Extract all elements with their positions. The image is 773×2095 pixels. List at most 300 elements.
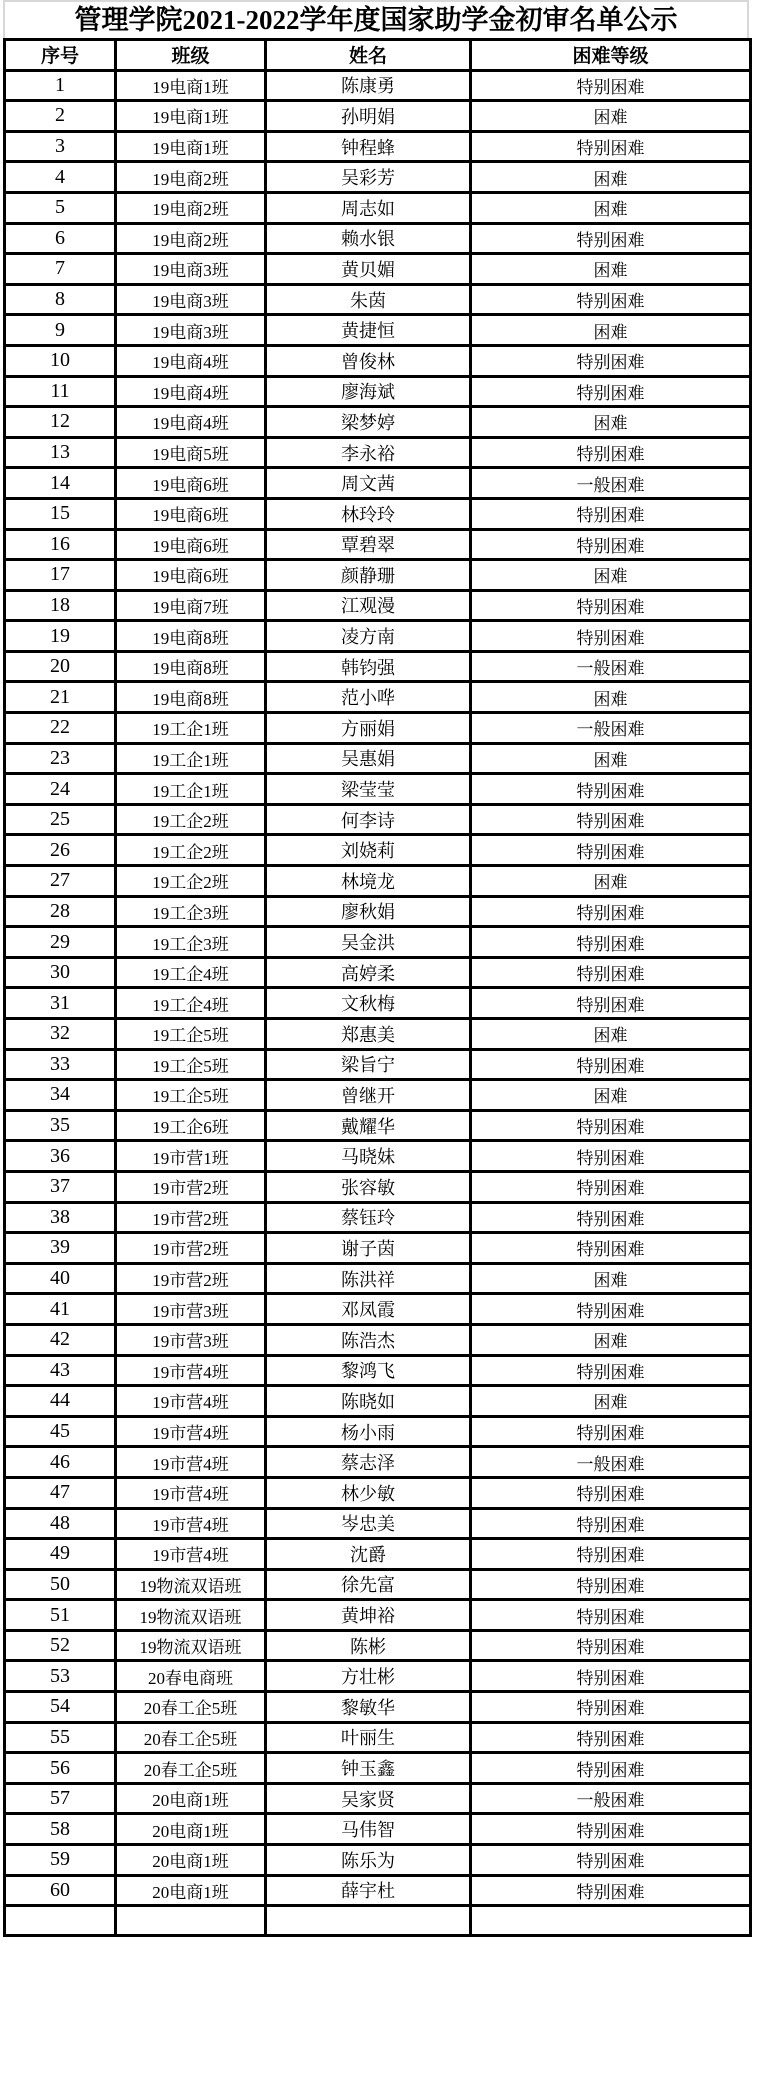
partial-next-row (5, 1906, 751, 1936)
row-number-cell: 16 (5, 529, 116, 560)
row-name-cell: 梁梦婷 (266, 407, 471, 438)
row-number-cell: 9 (5, 315, 116, 346)
table-row (5, 1630, 751, 1661)
row-number-cell: 54 (5, 1692, 116, 1723)
row-class-cell: 19工企3班 (116, 927, 266, 958)
row-difficulty-cell: 特别困难 (471, 1875, 751, 1906)
row-class-cell: 19电商1班 (116, 131, 266, 162)
row-difficulty-cell: 特别困难 (471, 1539, 751, 1570)
row-name-cell: 蔡钰玲 (266, 1202, 471, 1233)
row-class-cell: 20电商1班 (116, 1783, 266, 1814)
row-name-cell: 陈乐为 (266, 1845, 471, 1876)
row-class-cell: 19电商5班 (116, 437, 266, 468)
row-number-cell: 55 (5, 1722, 116, 1753)
table-row (5, 1845, 751, 1876)
row-class-cell: 19电商3班 (116, 254, 266, 285)
row-difficulty-cell: 特别困难 (471, 621, 751, 652)
row-difficulty-cell: 特别困难 (471, 1416, 751, 1447)
row-name-cell (266, 1906, 471, 1936)
table-row (5, 1049, 751, 1080)
row-number-cell: 43 (5, 1355, 116, 1386)
row-name-cell: 廖海斌 (266, 376, 471, 407)
table-row (5, 774, 751, 805)
row-name-cell: 戴耀华 (266, 1110, 471, 1141)
row-class-cell: 20春工企5班 (116, 1722, 266, 1753)
row-difficulty-cell: 困难 (471, 101, 751, 132)
row-class-cell: 19电商4班 (116, 345, 266, 376)
table-row (5, 498, 751, 529)
table-row (5, 1202, 751, 1233)
row-number-cell: 49 (5, 1539, 116, 1570)
row-difficulty-cell: 一般困难 (471, 713, 751, 744)
row-name-cell: 文秋梅 (266, 988, 471, 1019)
table-row (5, 560, 751, 591)
row-name-cell: 高婷柔 (266, 957, 471, 988)
row-difficulty-cell: 困难 (471, 315, 751, 346)
row-difficulty-cell: 特别困难 (471, 927, 751, 958)
row-number-cell: 32 (5, 1019, 116, 1050)
table-row (5, 1324, 751, 1355)
row-difficulty-cell: 特别困难 (471, 131, 751, 162)
row-class-cell: 19工企5班 (116, 1080, 266, 1111)
row-class-cell: 19市营2班 (116, 1171, 266, 1202)
row-name-cell: 陈晓如 (266, 1386, 471, 1417)
row-difficulty-cell: 困难 (471, 162, 751, 193)
row-number-cell: 53 (5, 1661, 116, 1692)
row-class-cell: 20春工企5班 (116, 1692, 266, 1723)
row-difficulty-cell: 特别困难 (471, 988, 751, 1019)
row-name-cell: 凌方南 (266, 621, 471, 652)
row-difficulty-cell: 特别困难 (471, 345, 751, 376)
row-difficulty-cell: 特别困难 (471, 437, 751, 468)
table-row (5, 1814, 751, 1845)
table-row (5, 407, 751, 438)
row-difficulty-cell: 特别困难 (471, 376, 751, 407)
row-class-cell: 19市营4班 (116, 1386, 266, 1417)
row-name-cell: 吴彩芳 (266, 162, 471, 193)
table-row (5, 315, 751, 346)
row-difficulty-cell: 困难 (471, 560, 751, 591)
row-name-cell: 林少敏 (266, 1477, 471, 1508)
row-name-cell: 蔡志泽 (266, 1447, 471, 1478)
row-number-cell: 25 (5, 804, 116, 835)
row-name-cell: 林玲玲 (266, 498, 471, 529)
row-number-cell: 22 (5, 713, 116, 744)
row-class-cell: 19电商6班 (116, 560, 266, 591)
row-number-cell: 13 (5, 437, 116, 468)
row-name-cell: 廖秋娟 (266, 896, 471, 927)
row-difficulty-cell: 一般困难 (471, 1447, 751, 1478)
table-row (5, 804, 751, 835)
row-number-cell: 37 (5, 1171, 116, 1202)
row-name-cell: 方丽娟 (266, 713, 471, 744)
row-name-cell: 梁莹莹 (266, 774, 471, 805)
table-row (5, 743, 751, 774)
row-name-cell: 李永裕 (266, 437, 471, 468)
row-class-cell: 19物流双语班 (116, 1630, 266, 1661)
table-row (5, 192, 751, 223)
row-name-cell: 吴家贤 (266, 1783, 471, 1814)
table-row (5, 1355, 751, 1386)
row-number-cell: 19 (5, 621, 116, 652)
row-class-cell: 19电商3班 (116, 315, 266, 346)
row-number-cell: 6 (5, 223, 116, 254)
row-name-cell: 吴金洪 (266, 927, 471, 958)
row-class-cell: 19电商3班 (116, 284, 266, 315)
row-difficulty-cell: 特别困难 (471, 284, 751, 315)
row-name-cell: 方壮彬 (266, 1661, 471, 1692)
row-number-cell: 34 (5, 1080, 116, 1111)
table-row (5, 1080, 751, 1111)
row-difficulty-cell: 一般困难 (471, 651, 751, 682)
row-name-cell: 岑忠美 (266, 1508, 471, 1539)
row-name-cell: 颜静珊 (266, 560, 471, 591)
row-difficulty-cell: 特别困难 (471, 1722, 751, 1753)
table-row (5, 1019, 751, 1050)
row-class-cell: 19市营1班 (116, 1141, 266, 1172)
row-number-cell: 57 (5, 1783, 116, 1814)
row-number-cell: 4 (5, 162, 116, 193)
row-class-cell: 19市营2班 (116, 1202, 266, 1233)
table-row (5, 70, 751, 101)
row-difficulty-cell: 困难 (471, 407, 751, 438)
table-row (5, 254, 751, 285)
row-class-cell: 20电商1班 (116, 1814, 266, 1845)
row-difficulty-cell: 特别困难 (471, 1508, 751, 1539)
row-name-cell: 曾继开 (266, 1080, 471, 1111)
table-row (5, 1539, 751, 1570)
row-name-cell: 薛宇杜 (266, 1875, 471, 1906)
row-difficulty-cell: 困难 (471, 1080, 751, 1111)
table-row (5, 1263, 751, 1294)
row-name-cell: 周文茜 (266, 468, 471, 499)
row-name-cell: 覃碧翠 (266, 529, 471, 560)
row-difficulty-cell: 特别困难 (471, 1171, 751, 1202)
row-number-cell: 11 (5, 376, 116, 407)
row-number-cell: 48 (5, 1508, 116, 1539)
row-difficulty-cell: 特别困难 (471, 1814, 751, 1845)
row-name-cell: 刘娆莉 (266, 835, 471, 866)
row-number-cell: 2 (5, 101, 116, 132)
row-difficulty-cell: 特别困难 (471, 1477, 751, 1508)
row-class-cell: 19工企6班 (116, 1110, 266, 1141)
table-row (5, 621, 751, 652)
row-name-cell: 吴惠娟 (266, 743, 471, 774)
row-name-cell: 郑惠美 (266, 1019, 471, 1050)
table-row (5, 1783, 751, 1814)
row-class-cell: 20电商1班 (116, 1875, 266, 1906)
header-row (5, 40, 751, 71)
row-class-cell (116, 1906, 266, 1936)
row-class-cell: 19电商2班 (116, 192, 266, 223)
table-row (5, 835, 751, 866)
row-class-cell: 19市营2班 (116, 1233, 266, 1264)
table-row (5, 988, 751, 1019)
row-class-cell: 19电商8班 (116, 621, 266, 652)
row-number-cell: 50 (5, 1569, 116, 1600)
row-number-cell: 15 (5, 498, 116, 529)
table-row (5, 1386, 751, 1417)
table-row (5, 896, 751, 927)
table-row (5, 1447, 751, 1478)
row-class-cell: 19电商1班 (116, 70, 266, 101)
row-number-cell: 35 (5, 1110, 116, 1141)
row-number-cell: 27 (5, 866, 116, 897)
row-number-cell: 59 (5, 1845, 116, 1876)
row-name-cell: 周志如 (266, 192, 471, 223)
row-class-cell: 19市营4班 (116, 1477, 266, 1508)
row-number-cell: 60 (5, 1875, 116, 1906)
row-name-cell: 黄贝媚 (266, 254, 471, 285)
table-row (5, 651, 751, 682)
row-name-cell: 谢子茵 (266, 1233, 471, 1264)
table-row (5, 957, 751, 988)
row-difficulty-cell: 困难 (471, 682, 751, 713)
row-name-cell: 梁旨宁 (266, 1049, 471, 1080)
row-difficulty-cell: 困难 (471, 743, 751, 774)
row-name-cell: 陈康勇 (266, 70, 471, 101)
row-difficulty-cell: 特别困难 (471, 1569, 751, 1600)
row-number-cell: 21 (5, 682, 116, 713)
row-number-cell: 26 (5, 835, 116, 866)
table-row (5, 866, 751, 897)
table-row (5, 1661, 751, 1692)
row-difficulty-cell: 特别困难 (471, 1294, 751, 1325)
row-class-cell: 19工企2班 (116, 866, 266, 897)
row-name-cell: 黎敏华 (266, 1692, 471, 1723)
row-difficulty-cell: 困难 (471, 254, 751, 285)
row-difficulty-cell: 特别困难 (471, 1202, 751, 1233)
row-number-cell: 30 (5, 957, 116, 988)
row-difficulty-cell: 特别困难 (471, 1692, 751, 1723)
table-row (5, 376, 751, 407)
row-difficulty-cell: 特别困难 (471, 774, 751, 805)
row-class-cell: 19市营4班 (116, 1355, 266, 1386)
row-number-cell: 44 (5, 1386, 116, 1417)
row-class-cell: 19电商8班 (116, 682, 266, 713)
table-row (5, 1171, 751, 1202)
row-class-cell: 19工企1班 (116, 743, 266, 774)
row-class-cell: 19市营4班 (116, 1539, 266, 1570)
row-name-cell: 黎鸿飞 (266, 1355, 471, 1386)
row-number-cell: 33 (5, 1049, 116, 1080)
row-difficulty-cell: 特别困难 (471, 1355, 751, 1386)
row-class-cell: 19电商7班 (116, 590, 266, 621)
row-difficulty-cell: 特别困难 (471, 957, 751, 988)
row-number-cell: 3 (5, 131, 116, 162)
row-number-cell: 38 (5, 1202, 116, 1233)
row-number-cell: 10 (5, 345, 116, 376)
row-number-cell: 29 (5, 927, 116, 958)
header-number: 序号 (5, 40, 116, 71)
row-class-cell: 19市营4班 (116, 1508, 266, 1539)
table-row (5, 1477, 751, 1508)
table-row (5, 1508, 751, 1539)
row-difficulty-cell: 特别困难 (471, 1845, 751, 1876)
row-class-cell: 19市营4班 (116, 1447, 266, 1478)
row-number-cell: 7 (5, 254, 116, 285)
row-difficulty-cell: 特别困难 (471, 1630, 751, 1661)
table-row (5, 927, 751, 958)
row-difficulty-cell: 困难 (471, 866, 751, 897)
row-class-cell: 19工企1班 (116, 713, 266, 744)
row-difficulty-cell: 困难 (471, 1324, 751, 1355)
row-class-cell: 19市营3班 (116, 1324, 266, 1355)
table-row (5, 1141, 751, 1172)
row-class-cell: 20电商1班 (116, 1845, 266, 1876)
row-number-cell: 23 (5, 743, 116, 774)
row-name-cell: 马晓妹 (266, 1141, 471, 1172)
grant-list-table (3, 38, 752, 1937)
row-class-cell: 19工企4班 (116, 957, 266, 988)
row-name-cell: 赖水银 (266, 223, 471, 254)
row-difficulty-cell: 一般困难 (471, 1783, 751, 1814)
row-number-cell: 8 (5, 284, 116, 315)
row-number-cell: 36 (5, 1141, 116, 1172)
page-title: 管理学院2021-2022学年度国家助学金初审名单公示 (74, 4, 678, 35)
row-class-cell: 19电商1班 (116, 101, 266, 132)
row-class-cell: 19市营3班 (116, 1294, 266, 1325)
header-class: 班级 (116, 40, 266, 71)
row-difficulty-cell: 特别困难 (471, 1110, 751, 1141)
row-difficulty-cell: 困难 (471, 192, 751, 223)
row-class-cell: 19电商6班 (116, 468, 266, 499)
row-number-cell: 58 (5, 1814, 116, 1845)
table-row (5, 1692, 751, 1723)
row-difficulty-cell: 困难 (471, 1019, 751, 1050)
table-row (5, 1569, 751, 1600)
table-row (5, 345, 751, 376)
row-difficulty-cell: 特别困难 (471, 70, 751, 101)
title-band (3, 0, 749, 38)
table-row (5, 1416, 751, 1447)
table-row (5, 1110, 751, 1141)
row-class-cell: 19物流双语班 (116, 1569, 266, 1600)
row-name-cell: 黄坤裕 (266, 1600, 471, 1631)
table-row (5, 131, 751, 162)
row-difficulty-cell: 特别困难 (471, 498, 751, 529)
row-number-cell: 52 (5, 1630, 116, 1661)
table-row (5, 1600, 751, 1631)
row-number-cell: 46 (5, 1447, 116, 1478)
row-number-cell: 17 (5, 560, 116, 591)
row-number-cell: 41 (5, 1294, 116, 1325)
row-class-cell: 20春工企5班 (116, 1753, 266, 1784)
row-class-cell: 19电商6班 (116, 529, 266, 560)
row-difficulty-cell: 特别困难 (471, 1661, 751, 1692)
table-row (5, 101, 751, 132)
row-difficulty-cell (471, 1906, 751, 1936)
table-row (5, 1294, 751, 1325)
row-difficulty-cell: 特别困难 (471, 529, 751, 560)
row-name-cell: 马伟智 (266, 1814, 471, 1845)
row-class-cell: 19工企5班 (116, 1049, 266, 1080)
row-difficulty-cell: 特别困难 (471, 896, 751, 927)
row-name-cell: 钟程蜂 (266, 131, 471, 162)
row-class-cell: 19工企3班 (116, 896, 266, 927)
row-difficulty-cell: 困难 (471, 1263, 751, 1294)
row-difficulty-cell: 困难 (471, 1386, 751, 1417)
row-number-cell: 20 (5, 651, 116, 682)
row-number-cell: 5 (5, 192, 116, 223)
row-class-cell: 19电商4班 (116, 376, 266, 407)
row-class-cell: 19物流双语班 (116, 1600, 266, 1631)
row-number-cell: 51 (5, 1600, 116, 1631)
row-class-cell: 19电商6班 (116, 498, 266, 529)
table-row (5, 1233, 751, 1264)
row-number-cell: 14 (5, 468, 116, 499)
row-class-cell: 19电商8班 (116, 651, 266, 682)
row-number-cell: 12 (5, 407, 116, 438)
row-name-cell: 林境龙 (266, 866, 471, 897)
row-name-cell: 杨小雨 (266, 1416, 471, 1447)
table-row (5, 284, 751, 315)
row-name-cell: 孙明娟 (266, 101, 471, 132)
row-difficulty-cell: 特别困难 (471, 1600, 751, 1631)
row-number-cell: 42 (5, 1324, 116, 1355)
row-number-cell: 39 (5, 1233, 116, 1264)
row-number-cell: 40 (5, 1263, 116, 1294)
row-difficulty-cell: 特别困难 (471, 1753, 751, 1784)
row-number-cell: 45 (5, 1416, 116, 1447)
row-name-cell: 陈洪祥 (266, 1263, 471, 1294)
row-class-cell: 19市营4班 (116, 1416, 266, 1447)
row-difficulty-cell: 特别困难 (471, 1141, 751, 1172)
row-class-cell: 19工企4班 (116, 988, 266, 1019)
row-class-cell: 19电商2班 (116, 162, 266, 193)
table-row (5, 682, 751, 713)
row-number-cell: 24 (5, 774, 116, 805)
row-number-cell: 31 (5, 988, 116, 1019)
row-difficulty-cell: 特别困难 (471, 1049, 751, 1080)
table-row (5, 590, 751, 621)
row-class-cell: 19市营2班 (116, 1263, 266, 1294)
row-name-cell: 钟玉鑫 (266, 1753, 471, 1784)
row-name-cell: 张容敏 (266, 1171, 471, 1202)
table-row (5, 223, 751, 254)
row-number-cell: 1 (5, 70, 116, 101)
row-number-cell: 56 (5, 1753, 116, 1784)
row-name-cell: 朱茵 (266, 284, 471, 315)
row-name-cell: 曾俊林 (266, 345, 471, 376)
row-name-cell: 邓凤霞 (266, 1294, 471, 1325)
row-difficulty-cell: 特别困难 (471, 1233, 751, 1264)
row-name-cell: 沈爵 (266, 1539, 471, 1570)
table-row (5, 1722, 751, 1753)
header-difficulty: 困难等级 (471, 40, 751, 71)
row-class-cell: 19工企1班 (116, 774, 266, 805)
table-row (5, 162, 751, 193)
row-name-cell: 江观漫 (266, 590, 471, 621)
row-name-cell: 何李诗 (266, 804, 471, 835)
table-row (5, 713, 751, 744)
row-difficulty-cell: 特别困难 (471, 835, 751, 866)
row-class-cell: 19电商2班 (116, 223, 266, 254)
row-name-cell: 韩钧强 (266, 651, 471, 682)
row-name-cell: 黄捷恒 (266, 315, 471, 346)
table-row (5, 468, 751, 499)
header-name: 姓名 (266, 40, 471, 71)
row-name-cell: 陈浩杰 (266, 1324, 471, 1355)
table-row (5, 1875, 751, 1906)
row-name-cell: 徐先富 (266, 1569, 471, 1600)
table-row (5, 1753, 751, 1784)
row-name-cell: 范小哗 (266, 682, 471, 713)
row-difficulty-cell: 特别困难 (471, 590, 751, 621)
row-class-cell: 19工企5班 (116, 1019, 266, 1050)
row-name-cell: 叶丽生 (266, 1722, 471, 1753)
row-class-cell: 20春电商班 (116, 1661, 266, 1692)
